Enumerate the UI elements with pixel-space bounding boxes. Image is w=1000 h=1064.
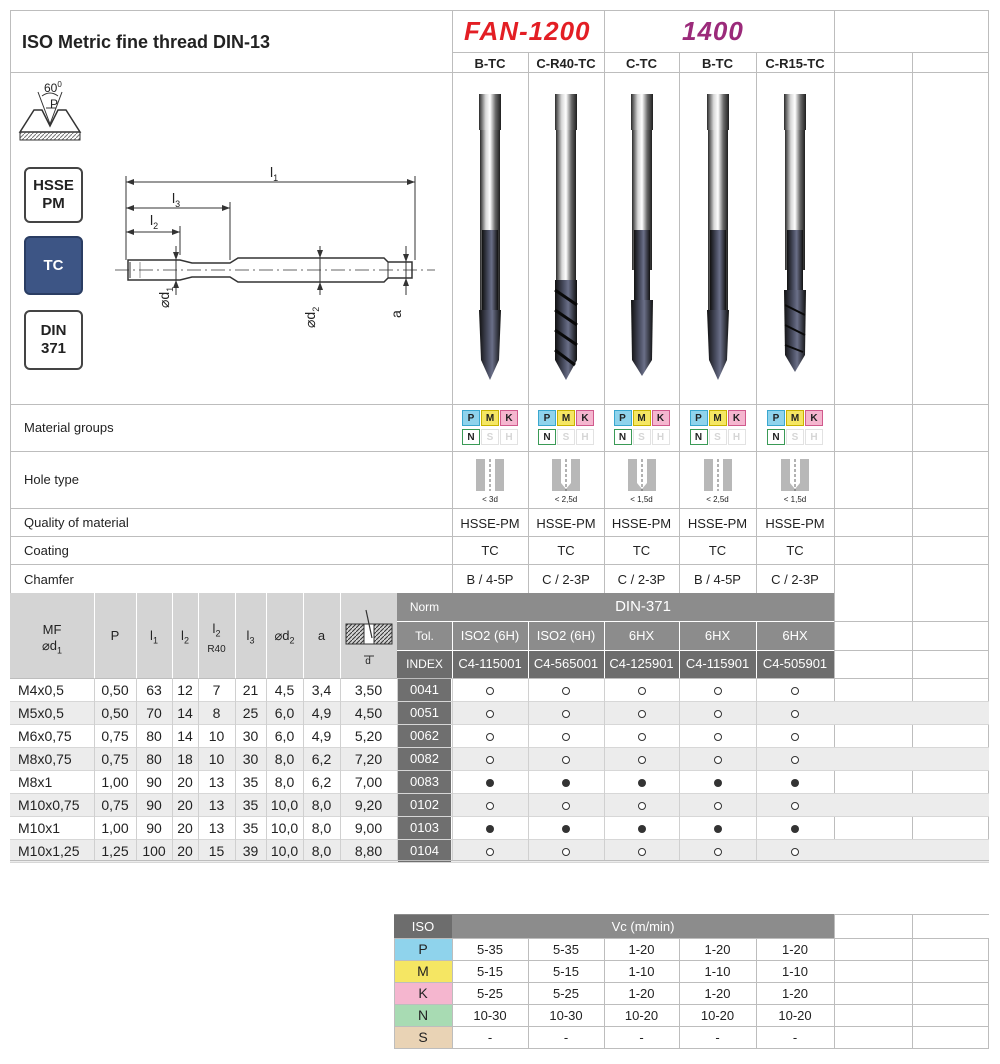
cell-l3: 35 [242, 774, 259, 790]
through-hole-icon [475, 458, 505, 492]
vc-value: 1-20 [628, 942, 655, 957]
coating-tc-icon: TC [24, 236, 83, 295]
vc-value: 1-10 [628, 964, 655, 979]
availability-stock-dot [688, 817, 748, 840]
vc-value: - [715, 1030, 720, 1045]
availability-stock-dot [688, 771, 748, 794]
hole-note: < 3d [482, 495, 498, 504]
dim-d1-label: $⌀d_1$ [156, 286, 175, 308]
material-badge-m: M [481, 410, 499, 426]
cell-d2: 10,0 [270, 820, 299, 836]
cell-drill: 7,20 [354, 751, 383, 767]
th-p: P [110, 628, 120, 643]
cell-l3: 35 [242, 820, 259, 836]
availability-open-dot [612, 725, 672, 748]
material-badge-p: P [538, 410, 556, 426]
material-badge-p: P [462, 410, 480, 426]
availability-open-dot [612, 702, 672, 725]
vc-value: - [639, 1030, 644, 1045]
cell-drill: 9,20 [354, 797, 383, 813]
cell-drill: 4,50 [354, 705, 383, 721]
brand-1400: 1400 [682, 16, 744, 46]
th-l3: $l_3$ [246, 628, 255, 646]
availability-stock-dot [765, 817, 825, 840]
quality-tool-2: HSSE-PM [536, 516, 596, 531]
cell-l3: 30 [242, 728, 259, 744]
cell-d2: 4,5 [274, 682, 295, 698]
dim-d2-label: $⌀d_2$ [302, 306, 321, 328]
th-norm-value: DIN-371 [615, 598, 671, 615]
cell-index: 0082 [398, 748, 451, 770]
availability-open-dot [460, 748, 520, 771]
availability-open-dot [460, 679, 520, 702]
availability-open-dot [688, 794, 748, 817]
availability-stock-dot [612, 817, 672, 840]
material-badge-m: M [557, 410, 575, 426]
tol-tool-1: ISO2 (6H) [460, 628, 520, 643]
cell-a: 4,9 [311, 728, 332, 744]
material-badge-p: P [614, 410, 632, 426]
availability-open-dot [612, 794, 672, 817]
material-badge-h: H [500, 429, 518, 445]
availability-open-dot [765, 702, 825, 725]
cell-p: 0,50 [101, 682, 129, 698]
cell-l2r: 10 [208, 751, 225, 767]
thread-angle-label: $60^0$ [44, 80, 62, 95]
availability-open-dot [536, 725, 596, 748]
coating-tool-3: TC [632, 543, 651, 558]
cell-index: 0041 [398, 679, 451, 701]
hole-note: < 2,5d [554, 495, 578, 504]
cell-l2r: 8 [212, 705, 221, 721]
availability-stock-dot [765, 771, 825, 794]
material-badge-k: K [805, 410, 823, 426]
cell-l2: 20 [177, 843, 193, 859]
cell-l1: 70 [146, 705, 162, 721]
quality-tool-4: HSSE-PM [687, 516, 748, 531]
availability-open-dot [688, 748, 748, 771]
index-tool-4: C4-115901 [685, 656, 750, 671]
cell-l2: 20 [177, 820, 193, 836]
th-l2-r40: $l_2$ R40 [207, 621, 226, 655]
availability-stock-dot [536, 817, 596, 840]
th-index: INDEX [406, 657, 443, 671]
cell-l1: 63 [146, 682, 162, 698]
th-d2: $⌀d_2$ [274, 628, 295, 646]
cell-p: 1,00 [101, 820, 129, 836]
material-badge-k: K [652, 410, 670, 426]
cell-l2r: 15 [208, 843, 225, 859]
material-badge-h: H [805, 429, 823, 445]
availability-stock-dot [460, 817, 520, 840]
cell-l2: 14 [177, 705, 193, 721]
material-badge-m: M [633, 410, 651, 426]
availability-open-dot [536, 702, 596, 725]
cell-l2r: 7 [212, 682, 221, 698]
cell-mf: M4x0,5 [18, 682, 64, 698]
vc-value: - [563, 1030, 569, 1045]
cell-l3: 39 [242, 843, 259, 859]
material-badge-p: P [690, 410, 708, 426]
cell-p: 0,75 [101, 728, 129, 744]
cell-l2: 20 [177, 797, 193, 813]
tol-tool-2: ISO2 (6H) [536, 628, 596, 643]
vc-iso-s: S [394, 1027, 452, 1048]
hole-note: < 1,5d [783, 495, 807, 504]
cell-l3: 30 [242, 751, 259, 767]
index-tool-5: C4-505901 [762, 656, 828, 671]
cell-d2: 6,0 [274, 705, 295, 721]
material-badge-h: H [576, 429, 594, 445]
material-badge-k: K [728, 410, 746, 426]
cell-l1: 100 [142, 843, 166, 859]
cell-drill: 5,20 [354, 728, 383, 744]
material-badge-p: P [767, 410, 785, 426]
cell-mf: M10x1,25 [18, 843, 80, 859]
blind-hole-icon [551, 458, 581, 492]
cell-l1: 80 [146, 728, 162, 744]
th-mf: MF $⌀d_1$ [41, 622, 63, 656]
th-drill-d: d [365, 656, 371, 667]
dim-l3-label: $l_3$ [172, 190, 181, 209]
availability-open-dot [536, 679, 596, 702]
cell-l3: 35 [242, 797, 259, 813]
vc-iso-k: K [394, 983, 452, 1004]
th-norm: Norm [409, 600, 440, 614]
cell-l2r: 13 [208, 797, 225, 813]
hole-note: < 1,5d [630, 495, 653, 504]
cell-p: 1,25 [101, 843, 129, 859]
cell-index: 0102 [398, 794, 451, 816]
availability-open-dot [688, 725, 748, 748]
tool-images [452, 80, 834, 400]
cell-index: 0103 [398, 817, 451, 839]
cell-drill: 3,50 [354, 682, 383, 698]
availability-stock-dot [536, 771, 596, 794]
availability-open-dot [765, 725, 825, 748]
cell-l2r: 13 [208, 774, 225, 790]
cell-p: 0,75 [101, 751, 129, 767]
vc-title: Vc (m/min) [611, 919, 675, 934]
availability-stock-dot [612, 771, 672, 794]
tol-tool-4: 6HX [704, 628, 731, 643]
cell-index: 0051 [398, 702, 451, 724]
cell-d2: 10,0 [270, 797, 299, 813]
index-tool-1: C4-115001 [458, 656, 522, 671]
page-title: ISO Metric fine thread DIN-13 [22, 32, 271, 52]
availability-stock-dot [460, 771, 520, 794]
cell-d2: 8,0 [274, 751, 295, 767]
vc-value: 10-30 [549, 1008, 583, 1023]
blind-hole-icon [780, 458, 810, 492]
din-371-icon: DIN 371 [24, 310, 83, 370]
vc-value: 1-10 [781, 964, 809, 979]
row-label-chamfer: Chamfer [24, 572, 74, 587]
tool-header-5: C-R15-TC [765, 56, 825, 71]
hole-note: < 2,5d [706, 495, 729, 504]
cell-l1: 90 [146, 774, 162, 790]
cell-index: 0062 [398, 725, 451, 747]
cell-a: 6,2 [311, 774, 332, 790]
cell-l1: 80 [146, 751, 162, 767]
availability-open-dot [460, 702, 520, 725]
availability-open-dot [536, 794, 596, 817]
dim-l2-label: $l_2$ [150, 212, 159, 231]
vc-value: 10-30 [473, 1008, 507, 1023]
coating-tool-2: TC [557, 543, 575, 558]
row-label-material-groups: Material groups [24, 420, 114, 435]
tool-header-4: B-TC [701, 56, 734, 71]
availability-open-dot [460, 794, 520, 817]
cell-mf: M8x1 [18, 774, 53, 790]
cell-l2: 18 [177, 751, 193, 767]
cell-p: 0,50 [101, 705, 129, 721]
cell-a: 8,0 [311, 843, 332, 859]
th-l1: $l_1$ [150, 628, 158, 646]
brand-fan-1200: FAN-1200 [464, 16, 591, 46]
vc-value: 5-25 [476, 986, 504, 1001]
vc-iso-n: N [394, 1005, 452, 1026]
vc-value: 1-10 [704, 964, 731, 979]
cell-mf: M5x0,5 [18, 705, 64, 721]
coating-tool-1: TC [481, 543, 499, 558]
cell-l2: 20 [177, 774, 193, 790]
material-badge-n: N [462, 429, 480, 445]
cell-l3: 25 [242, 705, 259, 721]
chamfer-tool-5: C / 2-3P [771, 572, 819, 587]
vc-iso-m: M [394, 961, 452, 982]
vc-value: 1-20 [704, 986, 731, 1001]
chamfer-tool-3: C / 2-3P [617, 572, 666, 587]
cell-drill: 9,00 [354, 820, 383, 836]
material-badge-n: N [767, 429, 785, 445]
cell-index: 0104 [398, 840, 451, 862]
index-tool-3: C4-125901 [609, 656, 674, 671]
availability-open-dot [536, 748, 596, 771]
availability-open-dot [765, 794, 825, 817]
material-badge-s: S [557, 429, 575, 445]
vc-value: 1-20 [781, 986, 809, 1001]
material-badge-h: H [728, 429, 746, 445]
index-tool-2: C4-565001 [533, 656, 599, 671]
vc-value: - [792, 1030, 798, 1045]
coating-tool-4: TC [708, 543, 727, 558]
tol-tool-5: 6HX [782, 628, 808, 643]
cell-p: 1,00 [101, 774, 129, 790]
cell-a: 8,0 [311, 820, 332, 836]
availability-open-dot [688, 702, 748, 725]
cell-a: 3,4 [311, 682, 332, 698]
availability-open-dot [612, 679, 672, 702]
availability-open-dot [765, 679, 825, 702]
cell-mf: M10x0,75 [18, 797, 80, 813]
cell-l2r: 10 [208, 728, 225, 744]
tool-header-2: C-R40-TC [536, 56, 596, 71]
cell-mf: M8x0,75 [18, 751, 72, 767]
material-badge-n: N [690, 429, 708, 445]
material-badge-n: N [538, 429, 556, 445]
dim-l1-label: $l_1$ [270, 164, 279, 183]
vc-iso-p: P [394, 939, 452, 960]
cell-p: 0,75 [101, 797, 129, 813]
availability-open-dot [765, 748, 825, 771]
blind-hole-icon [627, 458, 657, 492]
vc-value: 5-15 [552, 964, 580, 979]
material-badge-s: S [481, 429, 499, 445]
material-badge-k: K [576, 410, 594, 426]
cell-l1: 90 [146, 797, 162, 813]
th-a: a [317, 628, 326, 643]
vc-value: 1-20 [704, 942, 731, 957]
tool-header-1: B-TC [474, 56, 506, 71]
vc-value: 5-35 [476, 942, 504, 957]
cell-l2r: 13 [208, 820, 225, 836]
through-hole-icon [703, 458, 733, 492]
row-label-hole-type: Hole type [24, 472, 79, 487]
dim-a-label: a [388, 310, 404, 318]
material-hsse-pm-icon: HSSE PM [24, 167, 83, 223]
cell-d2: 8,0 [274, 774, 295, 790]
vc-value: 10-20 [624, 1008, 659, 1023]
cell-d2: 10,0 [270, 843, 299, 859]
vc-value: 5-25 [552, 986, 580, 1001]
availability-open-dot [460, 725, 520, 748]
quality-tool-1: HSSE-PM [460, 516, 520, 531]
vc-iso-header: ISO [394, 915, 452, 938]
availability-open-dot [688, 679, 748, 702]
th-l2: $l_2$ [181, 628, 189, 646]
cell-d2: 6,0 [274, 728, 295, 744]
row-label-quality: Quality of material [24, 515, 129, 530]
th-tol: Tol. [415, 629, 434, 643]
cell-mf: M10x1 [18, 820, 61, 836]
material-badge-s: S [709, 429, 727, 445]
vc-value: 5-15 [476, 964, 504, 979]
cell-drill: 7,00 [354, 774, 383, 790]
row-label-coating: Coating [24, 543, 69, 558]
cell-index: 0083 [398, 771, 451, 793]
vc-value: 10-20 [700, 1008, 735, 1023]
cell-a: 8,0 [311, 797, 332, 813]
vc-value: 10-20 [778, 1008, 812, 1023]
vc-value: - [487, 1030, 493, 1045]
material-badge-s: S [786, 429, 804, 445]
quality-tool-5: HSSE-PM [765, 516, 825, 531]
cell-mf: M6x0,75 [18, 728, 72, 744]
vc-value: 1-20 [628, 986, 655, 1001]
cell-drill: 8,80 [354, 843, 383, 859]
vc-value: 5-35 [552, 942, 580, 957]
coating-tool-5: TC [786, 543, 804, 558]
tool-header-3: C-TC [625, 56, 658, 71]
material-badge-m: M [709, 410, 727, 426]
chamfer-tool-1: B / 4-5P [466, 572, 514, 587]
chamfer-tool-2: C / 2-3P [542, 572, 590, 587]
cell-l1: 90 [146, 820, 162, 836]
material-badge-h: H [652, 429, 670, 445]
cell-l3: 21 [242, 682, 259, 698]
material-badge-n: N [614, 429, 632, 445]
tol-tool-3: 6HX [628, 628, 655, 643]
thread-p-label: P [50, 97, 59, 111]
quality-tool-3: HSSE-PM [611, 516, 672, 531]
availability-open-dot [612, 748, 672, 771]
material-badge-k: K [500, 410, 518, 426]
cell-l2: 14 [177, 728, 193, 744]
cell-a: 4,9 [311, 705, 332, 721]
vc-value: 1-20 [781, 942, 809, 957]
chamfer-tool-4: B / 4-5P [694, 572, 741, 587]
cell-l2: 12 [177, 682, 193, 698]
cell-a: 6,2 [311, 751, 332, 767]
material-badge-s: S [633, 429, 651, 445]
material-badge-m: M [786, 410, 804, 426]
